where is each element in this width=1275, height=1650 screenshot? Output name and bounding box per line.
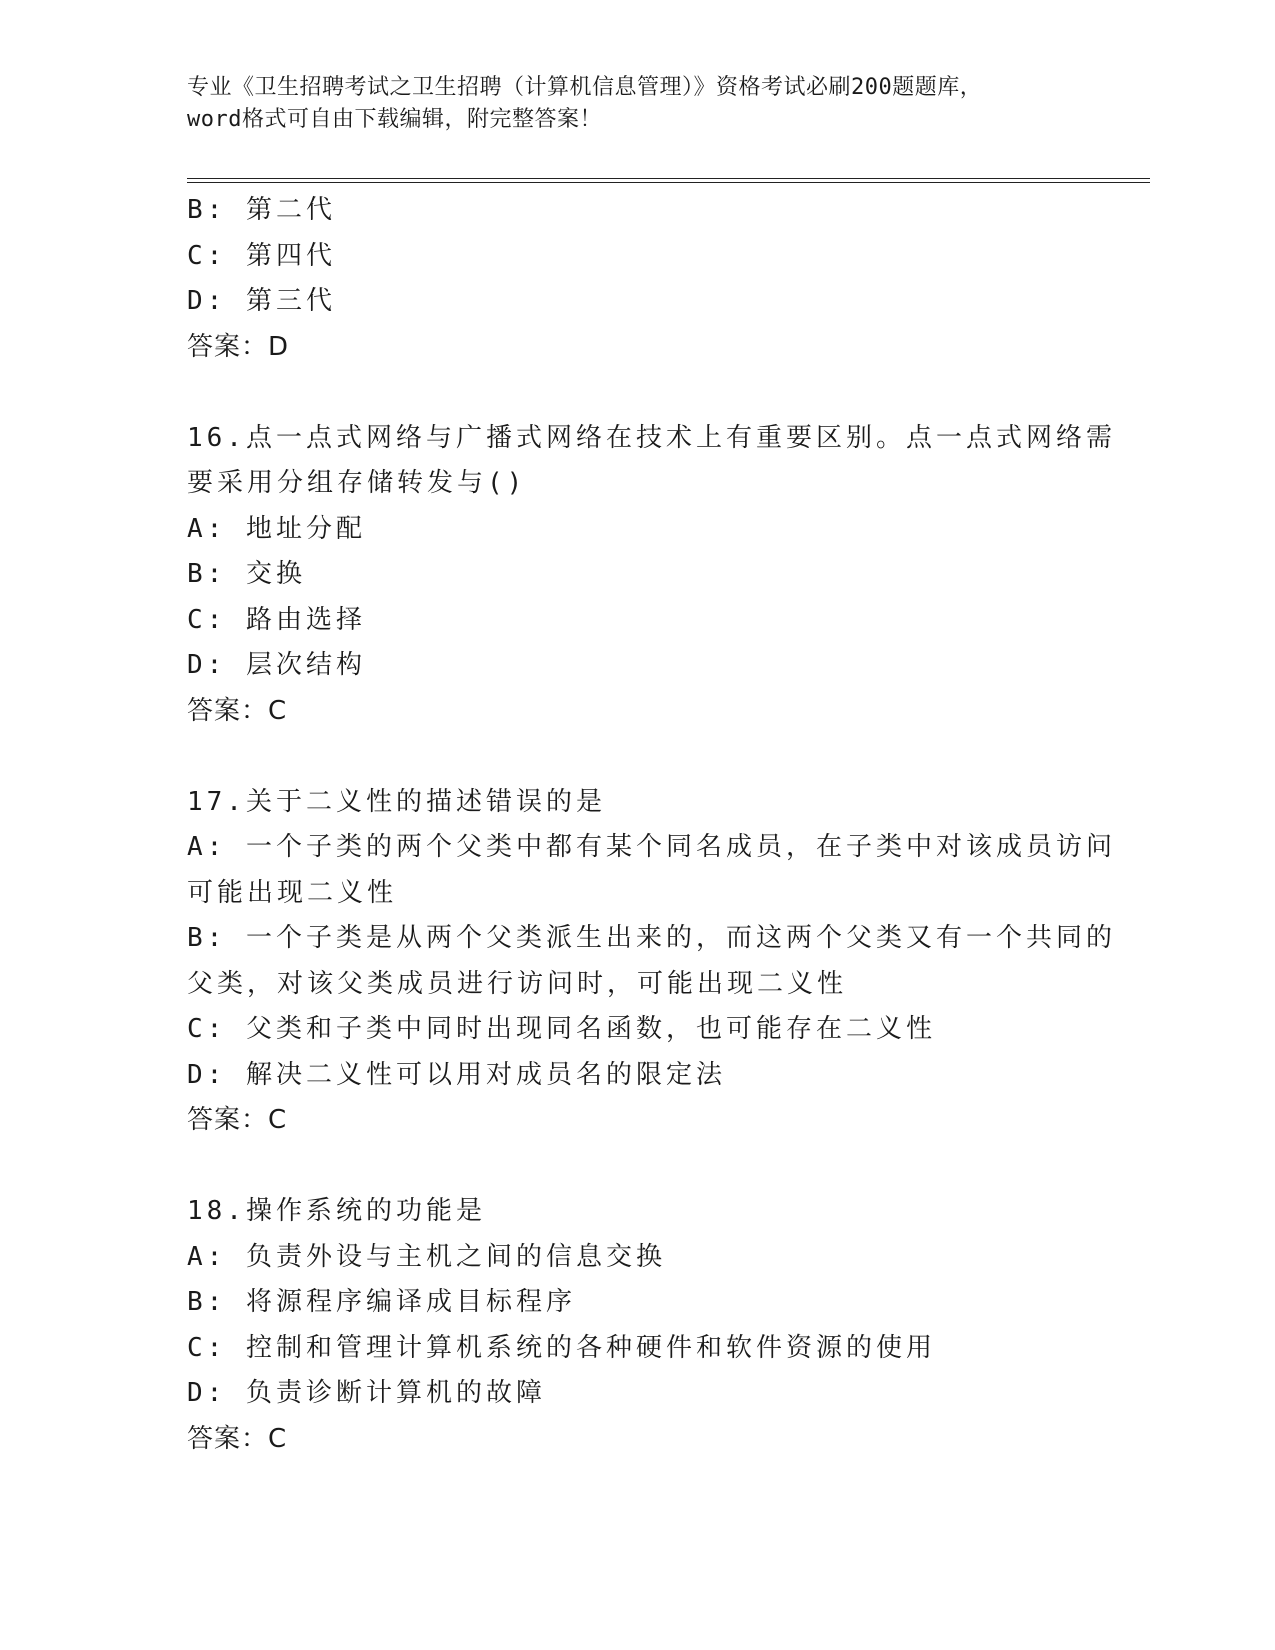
q15-answer: 答案：D	[187, 331, 290, 362]
q16-option-b: B: 交换	[187, 559, 306, 589]
header-divider-bottom	[187, 182, 1150, 183]
question-spacer	[187, 370, 1087, 416]
q17-stem: 17.关于二义性的描述错误的是	[187, 786, 606, 817]
q18-stem: 18.操作系统的功能是	[187, 1196, 486, 1226]
question-15-tail	[187, 188, 1087, 370]
q16-option-d: D: 层次结构	[187, 650, 366, 680]
q17-option-d: D: 解决二义性可以用对成员名的限定法	[187, 1059, 726, 1090]
q17-option-a-line-1: A: 一个子类的两个父类中都有某个同名成员，在子类中对该成员访问	[187, 832, 1116, 862]
q16-answer: 答案：C	[187, 695, 288, 726]
question-spacer	[187, 1144, 1087, 1190]
question-16	[187, 416, 1116, 735]
question-18	[187, 1189, 1087, 1462]
q15-option-b: B: 第二代	[187, 195, 336, 225]
q16-option-c: C: 路由选择	[187, 604, 366, 635]
q18-option-a: A: 负责外设与主机之间的信息交换	[187, 1241, 666, 1272]
question-17	[187, 780, 1116, 1144]
document-header	[187, 72, 1087, 136]
q17-option-b-line-2: 父类，对该父类成员进行访问时，可能出现二义性	[187, 968, 848, 999]
q16-stem-line-2: 要采用分组存储转发与()	[187, 468, 527, 498]
q18-option-b: B: 将源程序编译成目标程序	[187, 1287, 576, 1317]
q16-stem-line-1: 16.点一点式网络与广播式网络在技术上有重要区别。点一点式网络需	[187, 422, 1116, 453]
header-title-line-1: 专业《卫生招聘考试之卫生招聘（计算机信息管理）》资格考试必刷200题题库，	[187, 75, 983, 100]
question-list	[187, 188, 1116, 1462]
q15-option-d: D: 第三代	[187, 286, 336, 316]
q15-option-c: C: 第四代	[187, 240, 336, 271]
q17-option-a-line-2: 可能出现二义性	[187, 877, 398, 908]
q18-option-c: C: 控制和管理计算机系统的各种硬件和软件资源的使用	[187, 1332, 936, 1363]
q17-option-b-line-1: B: 一个子类是从两个父类派生出来的，而这两个父类又有一个共同的	[187, 923, 1116, 953]
q17-option-c: C: 父类和子类中同时出现同名函数，也可能存在二义性	[187, 1014, 936, 1044]
question-spacer	[187, 734, 1087, 780]
header-title-line-2: word格式可自由下载编辑，附完整答案！	[187, 107, 602, 132]
q18-answer: 答案：C	[187, 1423, 288, 1454]
q18-option-d: D: 负责诊断计算机的故障	[187, 1378, 546, 1408]
header-divider-top	[187, 178, 1150, 179]
q17-answer: 答案：C	[187, 1105, 288, 1135]
q16-option-a: A: 地址分配	[187, 513, 366, 544]
